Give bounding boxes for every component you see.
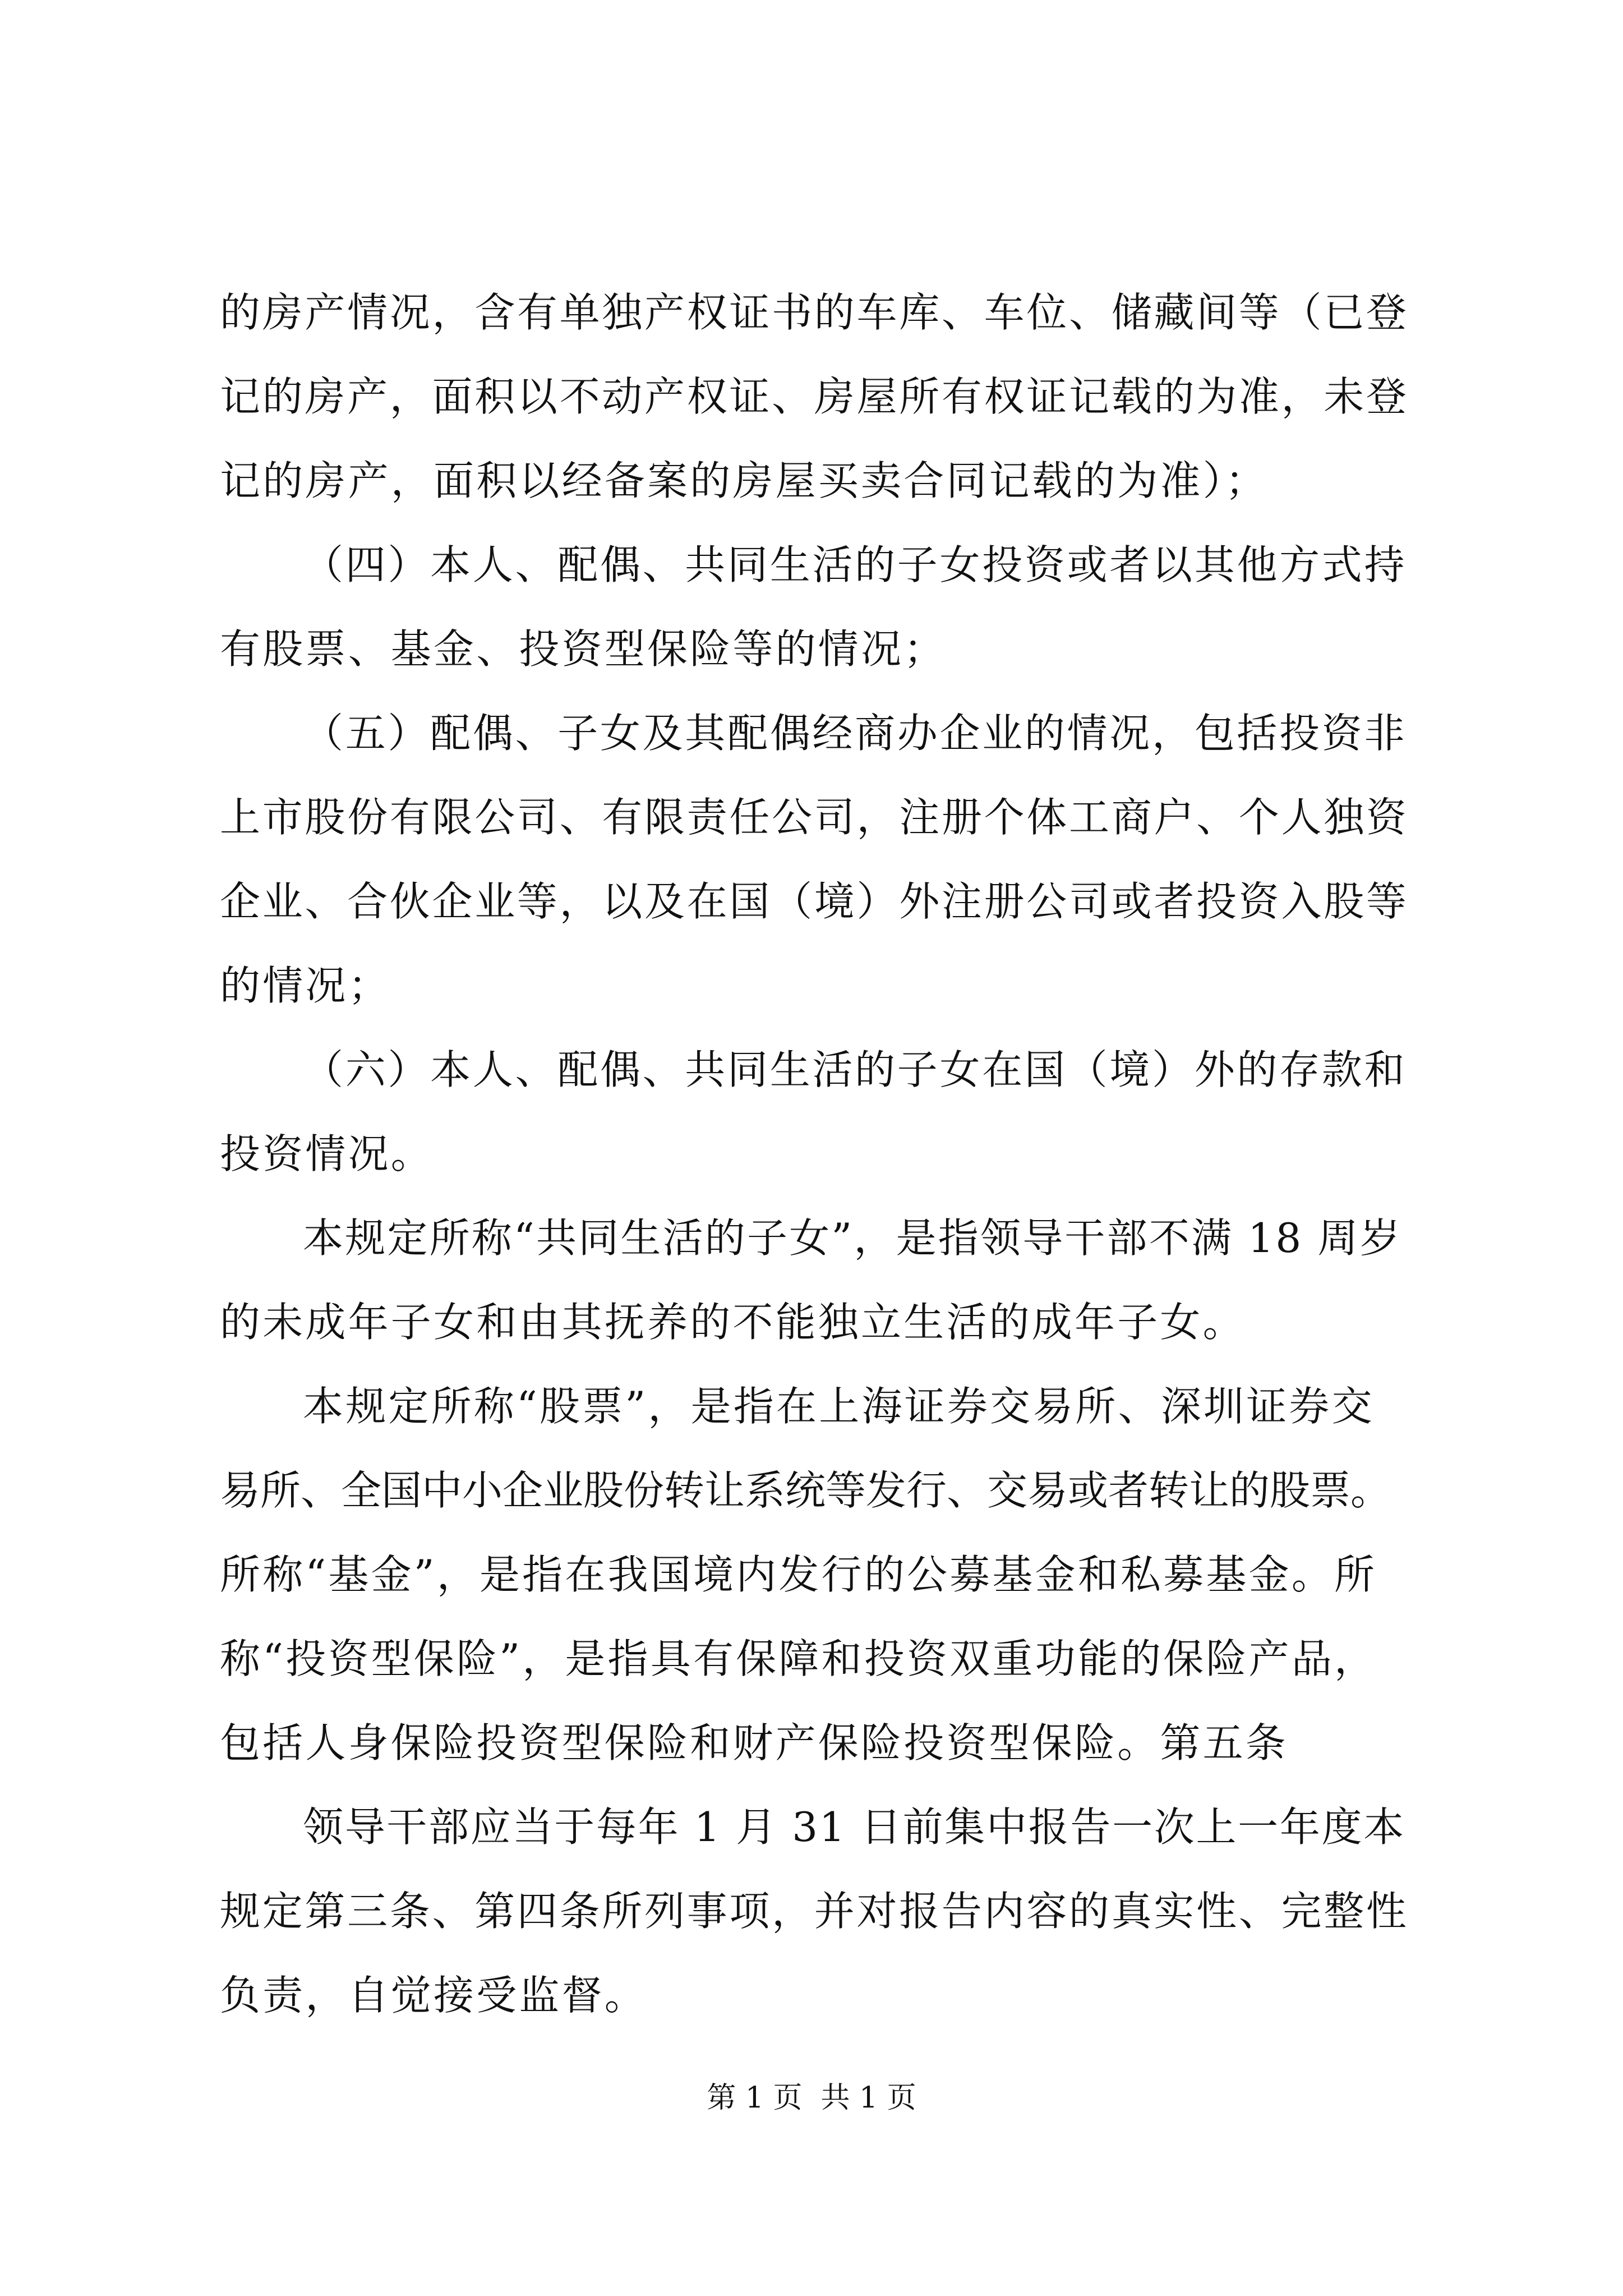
text-line: （六）本人、配偶、共同生活的子女在国（境）外的存款和 xyxy=(303,1046,1407,1093)
document-body xyxy=(220,270,1409,2037)
text-line: 记的房产，面积以经备案的房屋买卖合同记载的为准）； xyxy=(220,457,1269,504)
text-line: 负责，自觉接受监督。 xyxy=(220,1972,648,2019)
text-line: 本规定所称“共同生活的子女”，是指领导干部不满 18 周岁 xyxy=(303,1214,1402,1262)
text-line: 投资情况。 xyxy=(220,1130,434,1177)
text-line: 的房产情况，含有单独产权证书的车库、车位、储藏间等（已登 xyxy=(220,289,1409,336)
text-line: 有股票、基金、投资型保险等的情况； xyxy=(220,625,947,673)
text-line: 所称“基金”，是指在我国境内发行的公募基金和私募基金。所 xyxy=(220,1551,1377,1598)
text-line: 的情况； xyxy=(220,962,391,1009)
text-line: 本规定所称“股票”，是指在上海证券交易所、深圳证券交 xyxy=(303,1383,1375,1430)
text-line: 领导干部应当于每年 1 月 31 日前集中报告一次上一年度本 xyxy=(303,1803,1405,1851)
text-line: （五）配偶、子女及其配偶经商办企业的情况，包括投资非 xyxy=(303,710,1407,757)
text-line: 上市股份有限公司、有限责任公司，注册个体工商户、个人独资 xyxy=(220,794,1409,841)
page-footer xyxy=(0,2078,1623,2118)
text-line: 易所、全国中小企业股份转让系统等发行、交易或者转让的股票。 xyxy=(220,1467,1391,1514)
page-number-label: 第 1 页 共 1 页 xyxy=(707,2081,916,2115)
text-line: 记的房产，面积以不动产权证、房屋所有权证记载的为准，未登 xyxy=(220,373,1409,420)
text-line: 规定第三条、第四条所列事项，并对报告内容的真实性、完整性 xyxy=(220,1888,1409,1935)
text-line: 的未成年子女和由其抚养的不能独立生活的成年子女。 xyxy=(220,1299,1246,1346)
text-line: 包括人身保险投资型保险和财产保险投资型保险。第五条 xyxy=(220,1719,1289,1766)
text-line: 企业、合伙企业等，以及在国（境）外注册公司或者投资入股等 xyxy=(220,878,1409,925)
text-line: （四）本人、配偶、共同生活的子女投资或者以其他方式持 xyxy=(303,541,1407,588)
text-line: 称“投资型保险”，是指具有保障和投资双重功能的保险产品， xyxy=(220,1635,1377,1682)
